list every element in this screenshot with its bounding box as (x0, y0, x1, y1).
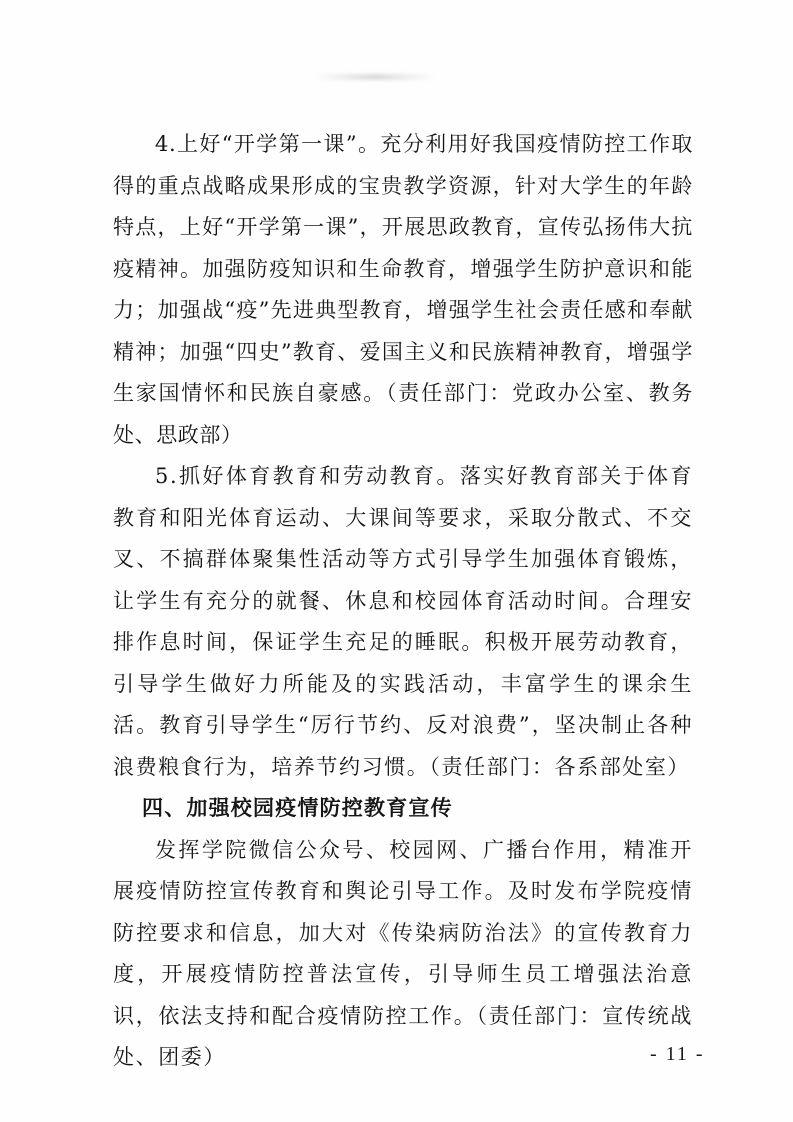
paragraph-item-4: 4.上好“开学第一课”。充分利用好我国疫情防控工作取得的重点战略成果形成的宝贵教学资源，针对大学生的年龄特点，上好“开学第一课”，开展思政教育，宣传弘扬伟大抗疫精神。加强防疫知识和生命教育，增强学生防护意识和能力；加强战“疫”先进典型教育，增强学生社会责任感和奉献精神；加强“四史”教育、爱国主义和民族精神教育，增强学生家国情怀和民族自豪感。（责任部门：党政办公室、教务处、思政部） (113, 132, 693, 447)
paragraph-item-5: 5.抓好体育教育和劳动教育。落实好教育部关于体育教育和阳光体育运动、大课间等要求，采取分散式、不交叉、不搞群体聚集性活动等方式引导学生加强体育锻炼，让学生有充分的就餐、休息和校园体育活动时间。合理安排作息时间，保证学生充足的睡眠。积极开展劳动教育，引导学生做好力所能及的实践活动，丰富学生的课余生活。教育引导学生“厉行节约、反对浪费”，坚决制止各种浪费粮食行为，培养节约习惯。（责任部门：各系部处室） (113, 464, 693, 779)
document-body (113, 124, 693, 1079)
section-paragraph: 发挥学院微信公众号、校园网、广播台作用，精准开展疫情防控宣传教育和舆论引导工作。及时发布学院疫情防控要求和信息，加大对《传染病防治法》的宣传教育力度，开展疫情防控普法宣传，引导师生员工增强法治意识，依法支持和配合疫情防控工作。（责任部门：宣传统战处、团委） (113, 837, 693, 1069)
section-heading: 四、加强校园疫情防控教育宣传 (142, 796, 453, 820)
scan-artifact (315, 74, 435, 80)
page-number: - 11 - (650, 1043, 705, 1065)
